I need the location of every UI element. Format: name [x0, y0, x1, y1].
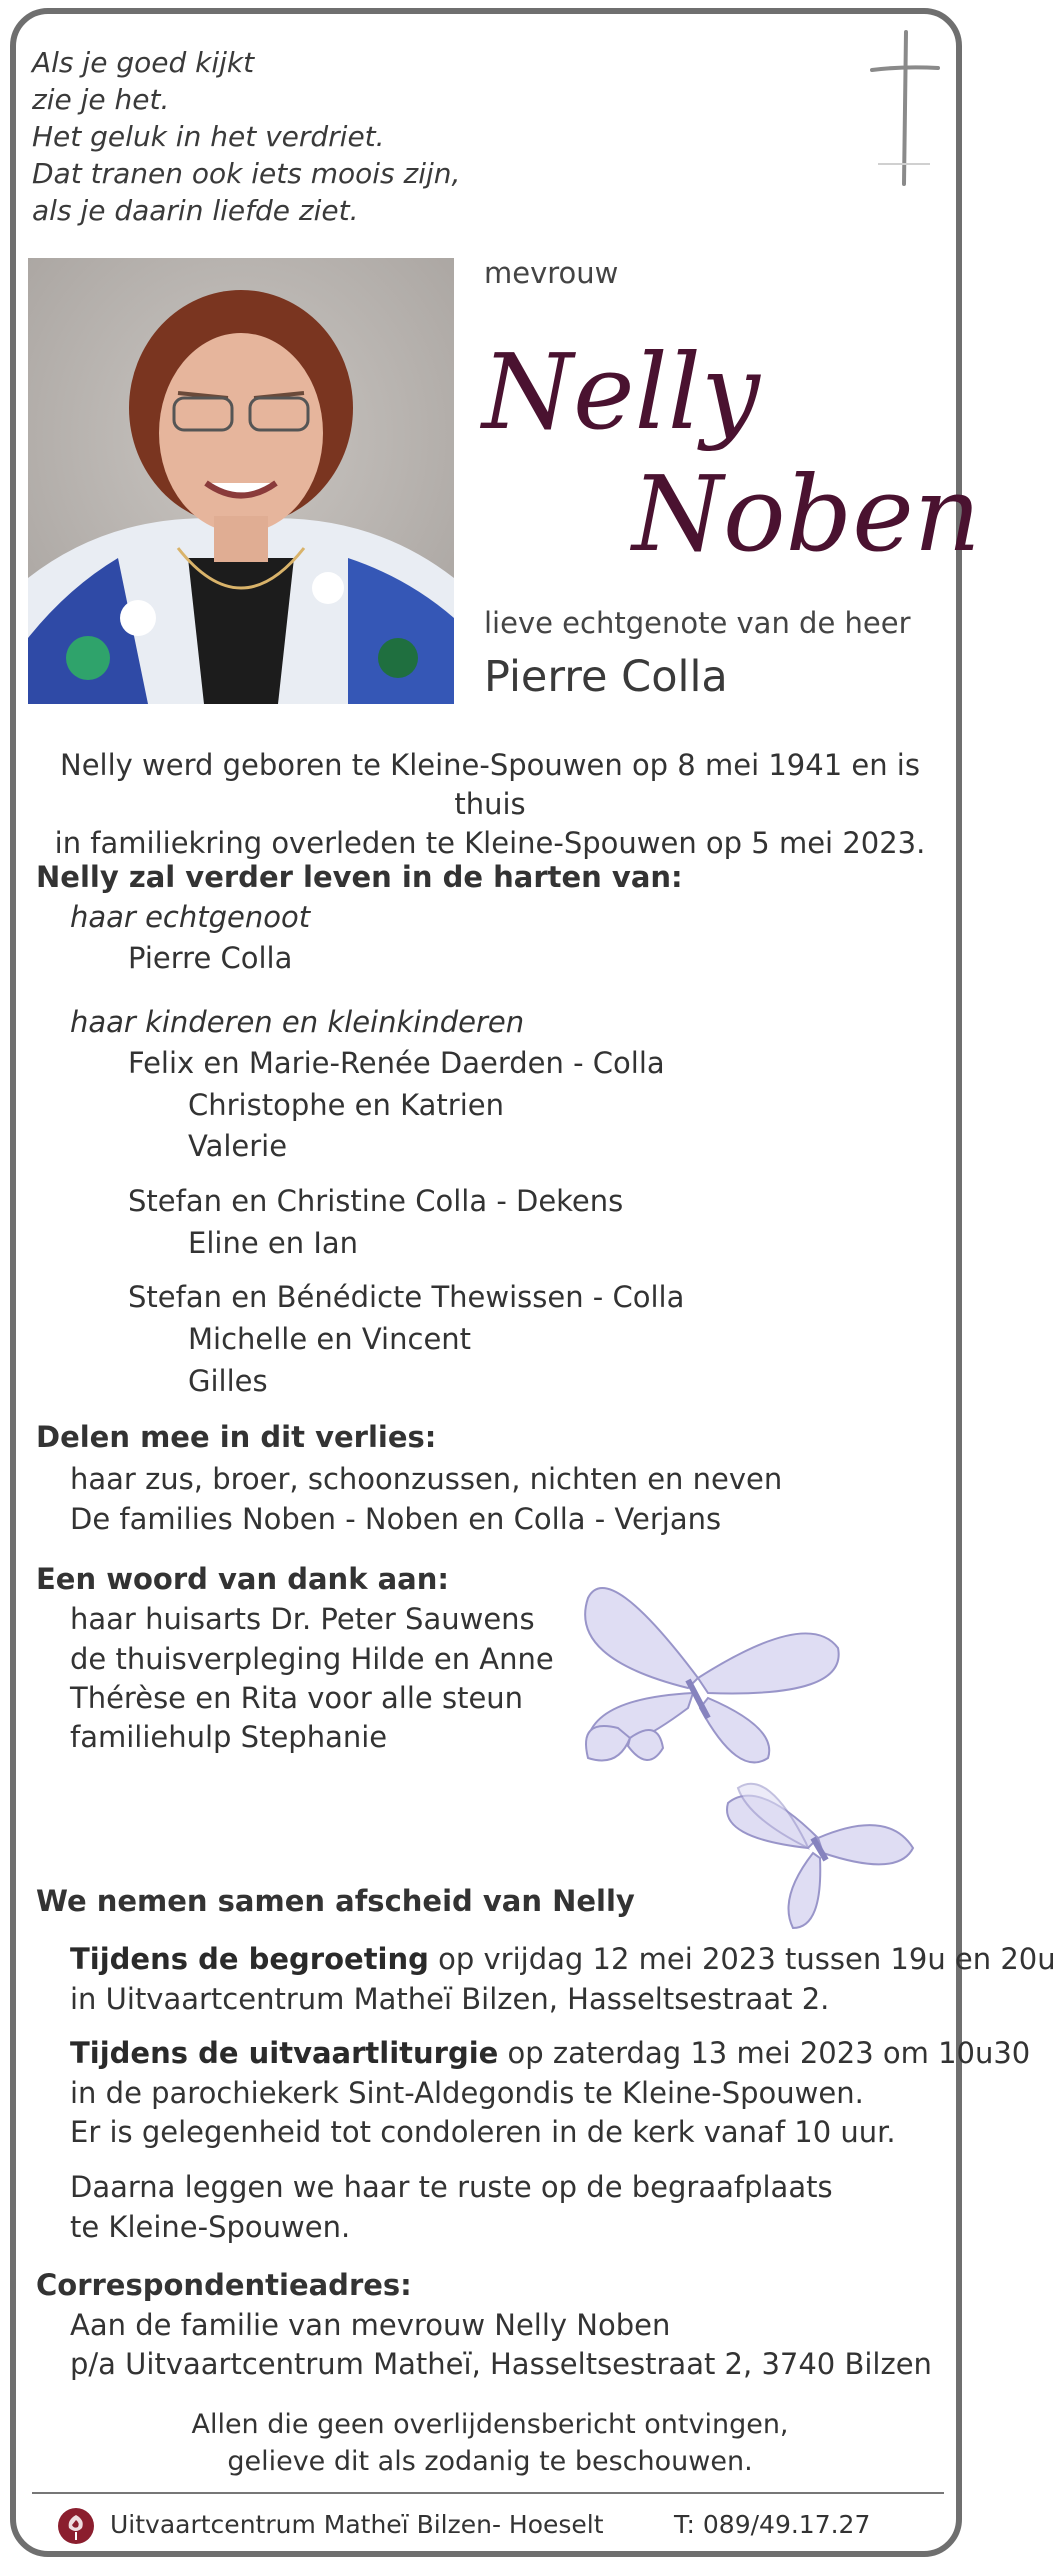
loss-line: De families Noben - Noben en Colla - Verjans	[70, 1502, 722, 1536]
closing-note	[40, 2406, 940, 2480]
thanks-line: familiehulp Stephanie	[70, 1720, 388, 1754]
family-child: Valerie	[188, 1129, 288, 1163]
poem-line: als je daarin liefde ziet.	[32, 194, 359, 227]
farewell-heading: We nemen samen afscheid van Nelly	[36, 1884, 635, 1918]
spouse-name: Pierre Colla	[484, 652, 728, 702]
poem-line: Dat tranen ook iets moois zijn,	[32, 157, 461, 190]
correspondence-line: p/a Uitvaartcentrum Matheï, Hasseltsestraat 2, 3740 Bilzen	[70, 2347, 932, 2381]
greeting-line	[70, 1942, 1056, 1976]
portrait-photo	[28, 258, 454, 704]
poem	[32, 44, 460, 229]
survivors-heading: Nelly zal verder leven in de harten van:	[36, 860, 683, 894]
spouse-label: haar echtgenoot	[70, 900, 311, 934]
correspondence-line: Aan de familie van mevrouw Nelly Noben	[70, 2308, 671, 2342]
liturgy-label: Tijdens de uitvaartliturgie	[70, 2036, 499, 2070]
rose-logo-icon	[56, 2506, 96, 2546]
thanks-line: haar huisarts Dr. Peter Sauwens	[70, 1602, 535, 1636]
poem-line: Als je goed kijkt	[32, 46, 255, 79]
family-child: Michelle en Vincent	[188, 1322, 472, 1356]
greeting-label: Tijdens de begroeting	[70, 1942, 429, 1976]
deceased-name	[482, 318, 981, 578]
children-label: haar kinderen en kleinkinderen	[70, 1005, 525, 1039]
greeting-text: op vrijdag 12 mei 2023 tussen 19u en 20u	[428, 1942, 1056, 1976]
thanks-line: de thuisverpleging Hilde en Anne	[70, 1642, 554, 1676]
closing-line: gelieve dit als zodanig te beschouwen.	[227, 2446, 753, 2477]
birth-line: Nelly werd geboren te Kleine-Spouwen op 8 mei 1941 en is thuis	[60, 748, 920, 821]
closing-line: Allen die geen overlijdensbericht ontvingen,	[191, 2409, 789, 2440]
liturgy-text: op zaterdag 13 mei 2023 om 10u30	[498, 2036, 1031, 2070]
spouse-intro: lieve echtgenote van de heer	[484, 606, 911, 640]
cross-icon	[868, 28, 940, 168]
first-name: Nelly	[482, 331, 760, 453]
family-parents: Stefan en Bénédicte Thewissen - Colla	[128, 1280, 685, 1314]
family-child: Christophe en Katrien	[188, 1088, 504, 1122]
thanks-heading: Een woord van dank aan:	[36, 1562, 449, 1596]
portrait-illustration	[28, 258, 454, 704]
footer-divider	[32, 2492, 944, 2494]
correspondence-heading: Correspondentieadres:	[36, 2268, 412, 2302]
family-child: Eline en Ian	[188, 1226, 359, 1260]
footer-phone: T: 089/49.17.27	[674, 2510, 871, 2539]
honorific: mevrouw	[484, 256, 619, 290]
condolence-text: Er is gelegenheid tot condoleren in de kerk vanaf 10 uur.	[70, 2115, 896, 2149]
loss-line: haar zus, broer, schoonzussen, nichten en neven	[70, 1462, 783, 1496]
liturgy-place: in de parochiekerk Sint-Aldegondis te Kleine-Spouwen.	[70, 2076, 864, 2110]
family-child: Gilles	[188, 1364, 268, 1398]
burial-text: te Kleine-Spouwen.	[70, 2210, 351, 2244]
last-name: Noben	[632, 453, 981, 575]
survivor-spouse: Pierre Colla	[128, 941, 293, 975]
birth-line: in familiekring overleden te Kleine-Spouwen op 5 mei 2023.	[54, 826, 926, 860]
loss-heading: Delen mee in dit verlies:	[36, 1420, 437, 1454]
poem-line: Het geluk in het verdriet.	[32, 120, 385, 153]
thanks-line: Thérèse en Rita voor alle steun	[70, 1681, 524, 1715]
poem-line: zie je het.	[32, 83, 170, 116]
family-parents: Felix en Marie-Renée Daerden - Colla	[128, 1046, 665, 1080]
footer-company: Uitvaartcentrum Matheï Bilzen- Hoeselt	[110, 2510, 604, 2539]
family-parents: Stefan en Christine Colla - Dekens	[128, 1184, 624, 1218]
greeting-place: in Uitvaartcentrum Matheï Bilzen, Hasseltsestraat 2.	[70, 1982, 830, 2016]
liturgy-line	[70, 2036, 1030, 2070]
burial-text: Daarna leggen we haar te ruste op de begraafplaats	[70, 2170, 833, 2204]
birth-death-text	[40, 746, 940, 863]
